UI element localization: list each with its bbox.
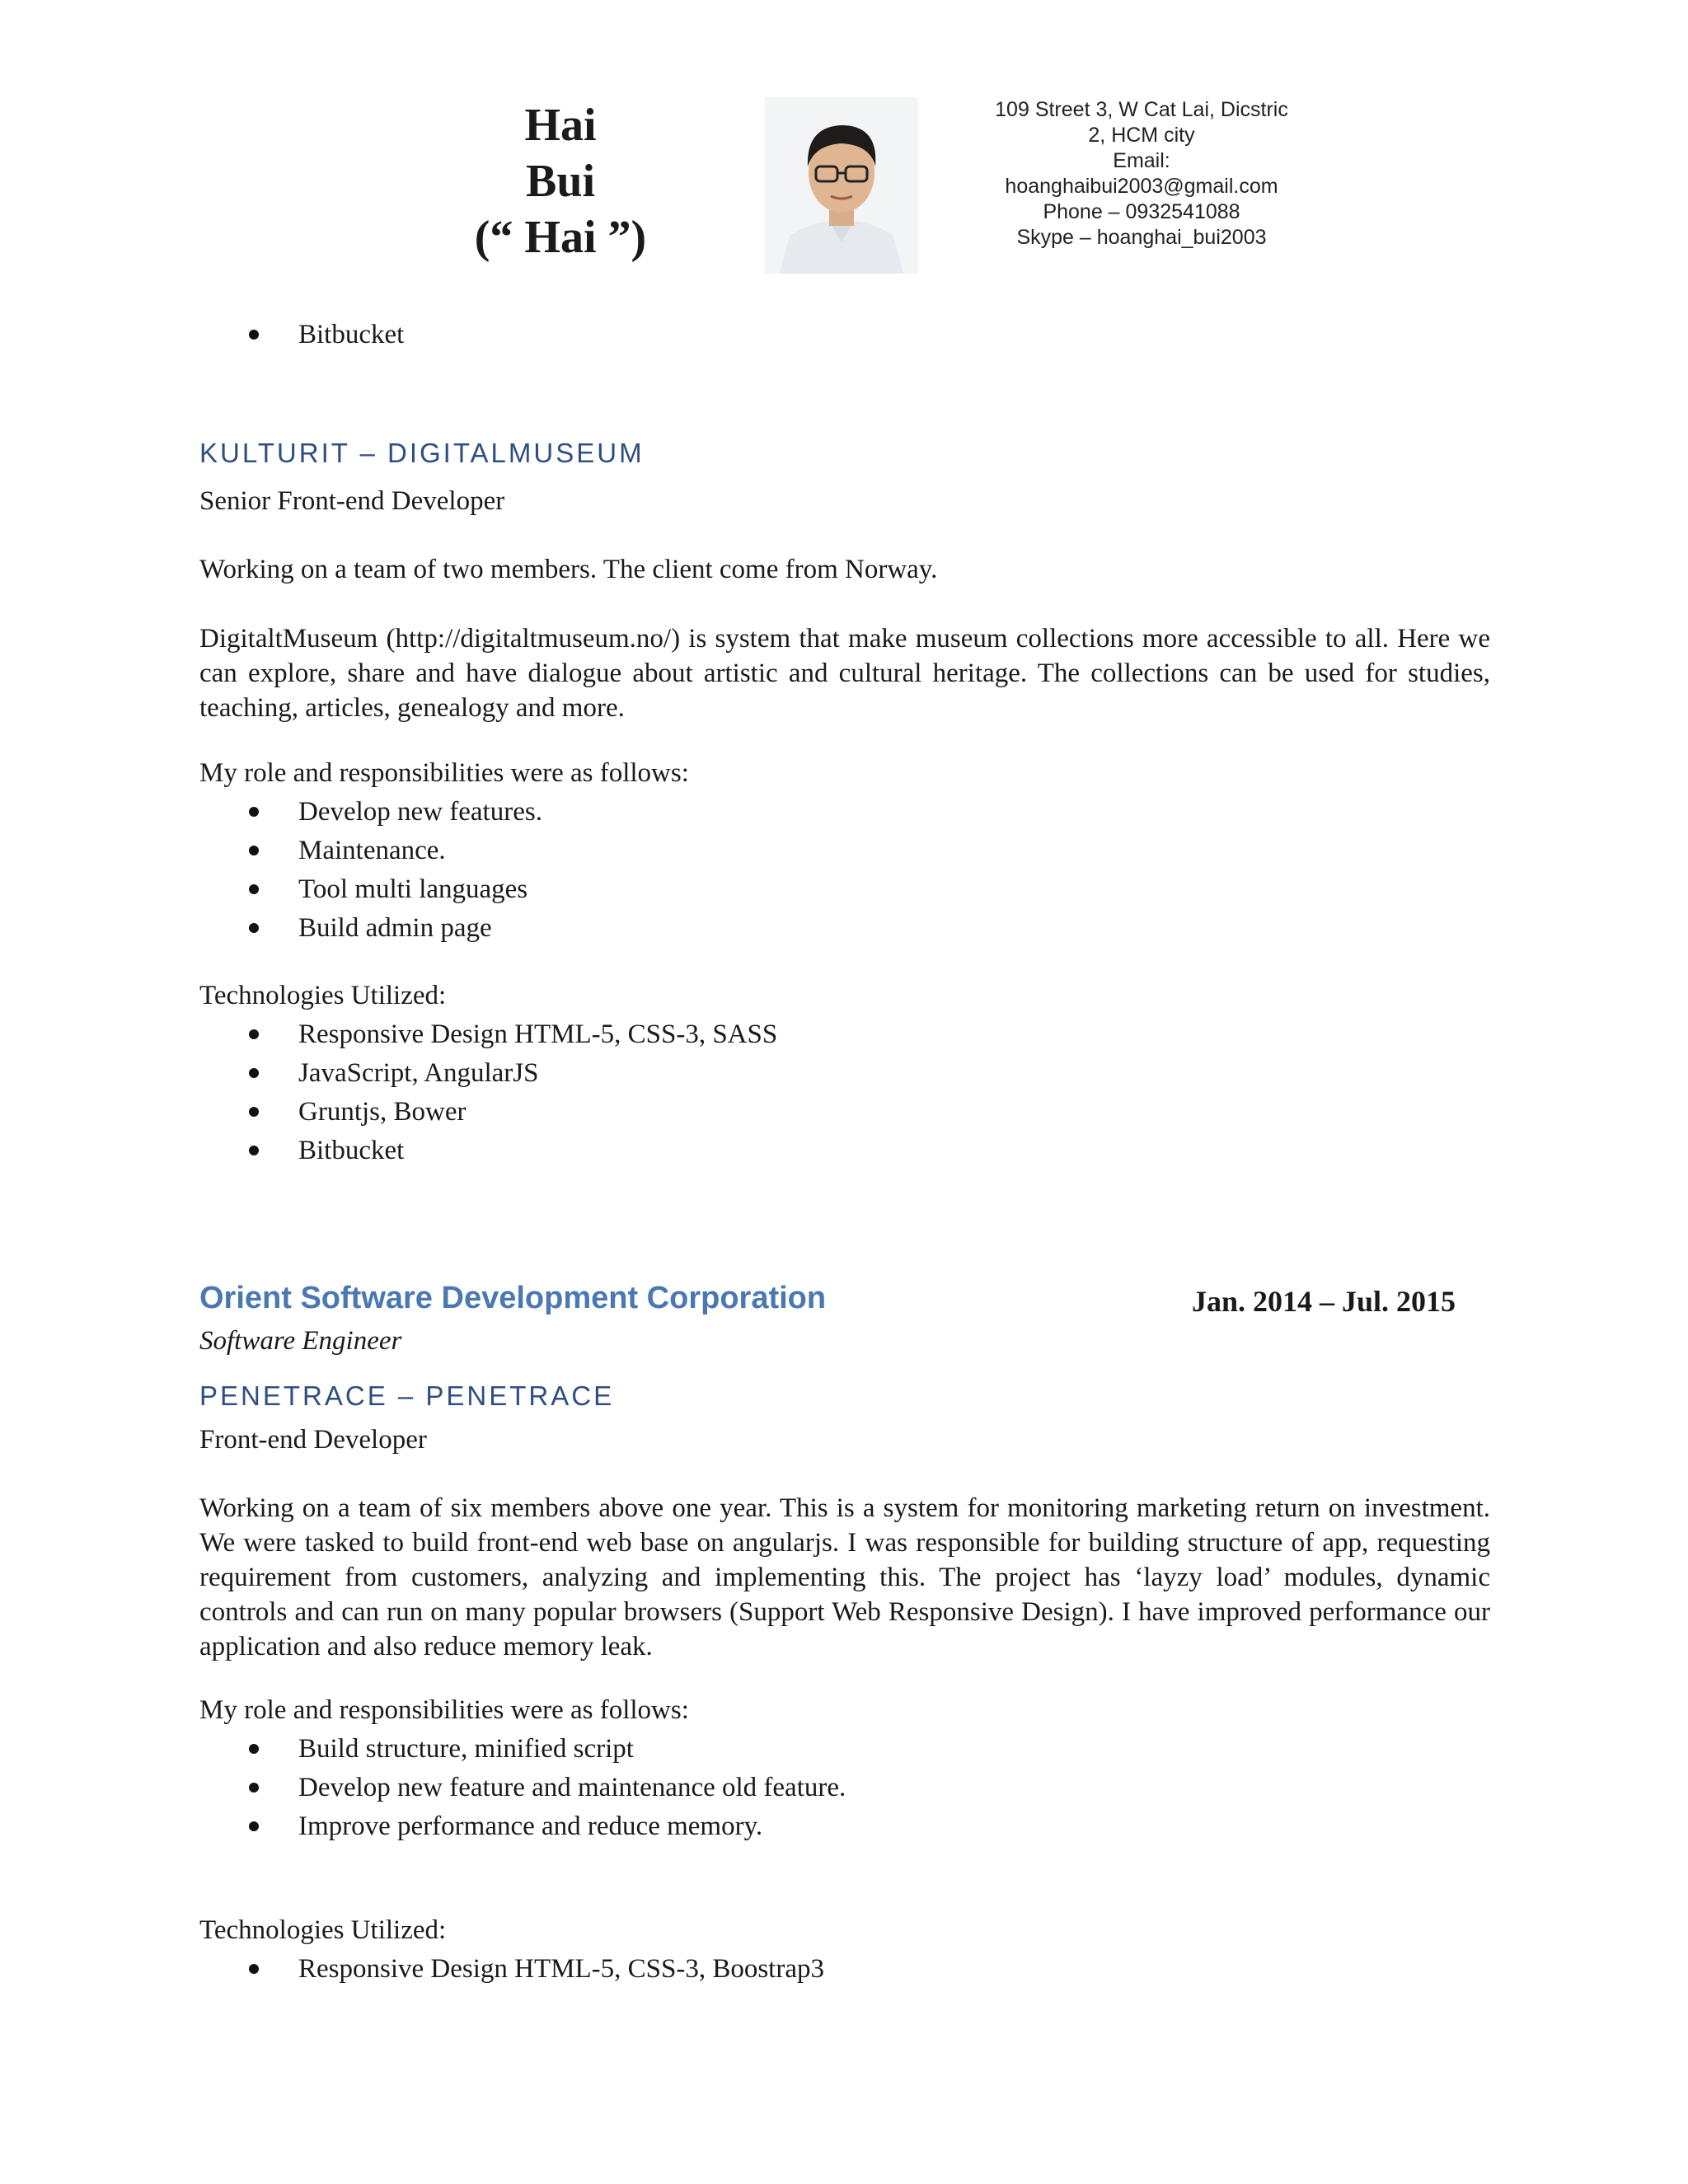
bullet-icon [249,807,259,817]
profile-photo [765,97,918,274]
technologies-label: Technologies Utilized: [199,1915,447,1945]
bullet-icon [249,1964,259,1974]
address-line: 109 Street 3, W Cat Lai, Dicstric [995,98,1288,121]
team-intro: Working on a team of two members. The client come from Norway. [199,555,938,584]
bullet-icon [249,884,259,894]
role-title: Front-end Developer [199,1425,427,1455]
project-description: Working on a team of six members above one year. This is a system for monitoring marketing return on investment. We were tasked to build front-end web base on angularjs. I was responsible for building structure of app, requesting requirement from customers, analyzing and implementing this. The project has ‘layzy load’ modules, dynamic controls and can run on many popular browsers (Support Web Responsive Design). I have improved performance our application and also reduce memory leak. [199,1493,1490,1661]
bullet-icon [249,1821,259,1831]
bullet-icon [249,1783,259,1793]
list-item: Maintenance. [199,832,542,870]
list-item: Develop new feature and maintenance old feature. [199,1769,846,1807]
responsibilities-label: My role and responsibilities were as follows: [199,758,689,788]
name-line-first: Hai [524,100,597,151]
name-line-nickname: (“ Hai ”) [474,212,647,263]
list-item: Responsive Design HTML-5, CSS-3, Boostrap3 [199,1950,824,1989]
list-item: Develop new features. [199,793,542,832]
technologies-list [199,1950,824,1989]
skype-handle: Skype – hoanghai_bui2003 [1016,226,1267,249]
responsibilities-list [199,793,542,948]
name-line-last: Bui [525,156,596,207]
bullet-icon [249,1146,259,1155]
address-city: 2, HCM city [1088,124,1195,147]
bullet-icon [249,1068,259,1078]
list-item: Gruntjs, Bower [199,1093,777,1132]
responsibilities-list [199,1730,846,1846]
employment-dates: Jan. 2014 – Jul. 2015 [1192,1285,1456,1318]
role-title: Senior Front-end Developer [199,486,505,516]
candidate-name [429,97,692,265]
contact-info [964,97,1319,251]
person-portrait-icon [765,97,918,274]
project-description: DigitaltMuseum (http://digitaltmuseum.no/) is system that make museum collections more accessible to all. Here we can explore, share and have dialogue about artistic and cultural heritage. The collections can be used for studies, teaching, articles, genealogy and more. [199,624,1490,723]
bullet-icon [249,846,259,855]
responsibilities-label: My role and responsibilities were as follows: [199,1695,689,1725]
email-label: Email: [1113,149,1170,172]
project-title-kulturit: KULTURIT – DIGITALMUSEUM [199,438,645,468]
technologies-label: Technologies Utilized: [199,981,447,1010]
list-item: Build admin page [199,909,542,948]
list-item: Improve performance and reduce memory. [199,1807,846,1846]
company-name: Orient Software Development Corporation [199,1281,827,1315]
list-item: Bitbucket [199,1132,777,1170]
bullet-icon [249,923,259,933]
bullet-icon [249,1744,259,1754]
project-title-penetrace: PENETRACE – PENETRACE [199,1380,615,1411]
list-item: Responsive Design HTML-5, CSS-3, SASS [199,1015,777,1054]
continued-tech-list [199,316,404,354]
list-item: Tool multi languages [199,870,542,909]
list-item: Build structure, minified script [199,1730,846,1769]
email-link[interactable]: hoanghaibui2003@gmail.com [1005,175,1278,198]
position-title: Software Engineer [199,1326,402,1356]
bullet-icon [249,330,259,340]
bullet-icon [249,1029,259,1039]
list-item: Bitbucket [199,316,404,354]
list-item: JavaScript, AngularJS [199,1054,777,1093]
phone-number: Phone – 0932541088 [1043,200,1240,223]
bullet-icon [249,1107,259,1117]
technologies-list [199,1015,777,1170]
